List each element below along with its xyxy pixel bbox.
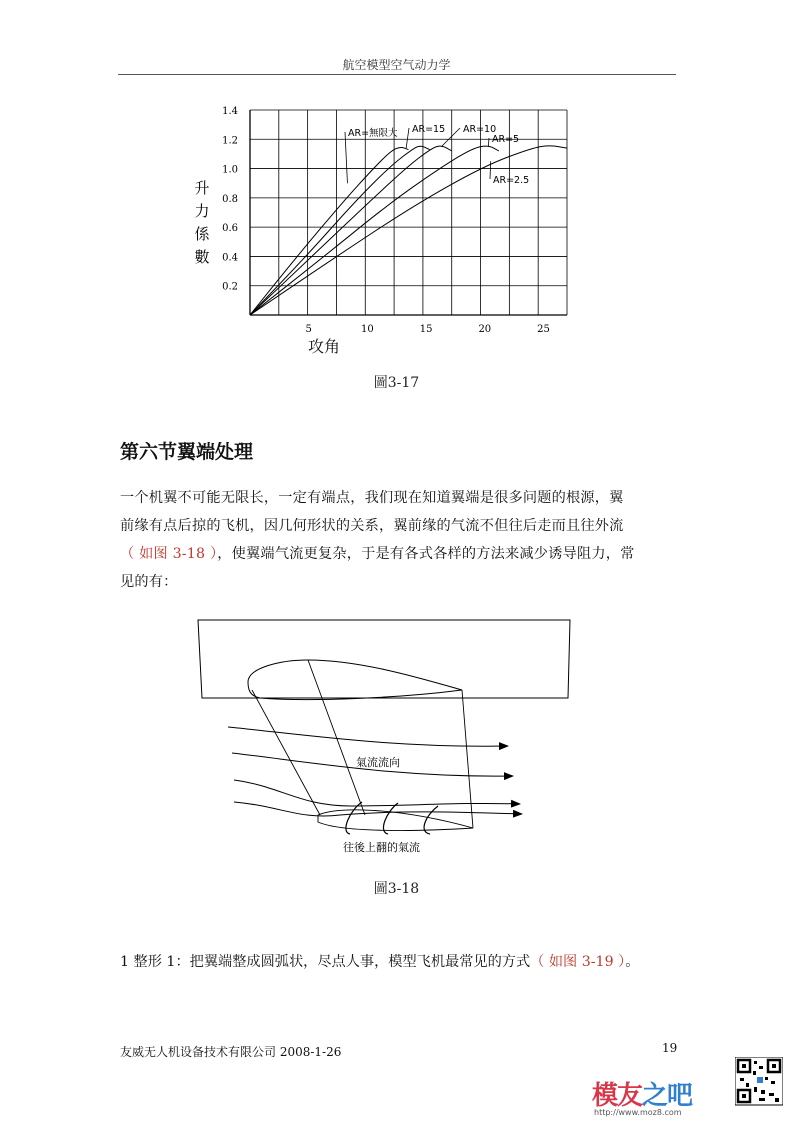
y-tick-label: 1.4	[222, 106, 238, 117]
page-number: 19	[662, 1041, 678, 1055]
watermark-logo: 模友之吧	[592, 1081, 693, 1111]
lift-curve	[250, 146, 452, 315]
x-axis-label: 攻角	[308, 337, 341, 356]
watermark-url: http://www.moz8.com	[594, 1108, 682, 1117]
x-tick-label: 25	[537, 324, 550, 335]
figure-reference: （ 如图 3-18 ）	[120, 546, 218, 562]
paragraph-line: 见的有：	[120, 574, 178, 590]
figure-18-caption: 圖3-18	[373, 881, 420, 897]
tip-section	[318, 810, 473, 831]
y-tick-label: 1.0	[222, 164, 238, 176]
list-item: 1 整形 1：把翼端整成圆弧状，尽点人事，模型飞机最常见的方式（ 如图 3-19 ）。	[120, 954, 640, 970]
figure-reference: （ 如图 3-19 ）	[530, 954, 626, 970]
flow-arrow	[234, 802, 522, 816]
series-label: AR=10	[463, 124, 497, 135]
flow-direction-label: 氣流流向	[356, 756, 400, 769]
series-leader	[406, 128, 409, 148]
y-axis-label-char: 升	[194, 179, 210, 197]
series-label: AR=5	[492, 134, 520, 145]
x-tick-label: 20	[478, 324, 492, 335]
y-tick-label: 0.8	[222, 193, 238, 205]
header-divider	[118, 74, 676, 75]
page-header-title: 航空模型空气动力学	[342, 58, 451, 72]
x-tick-label: 5	[305, 324, 312, 335]
flow-arrow	[234, 780, 520, 806]
series-label: AR=2.5	[493, 175, 530, 186]
series-leader	[490, 161, 491, 179]
body-paragraph	[120, 484, 676, 596]
airfoil-section	[248, 660, 462, 700]
y-axis-label-char: 數	[194, 248, 210, 266]
lift-chart-svg	[190, 105, 590, 355]
x-tick-label: 10	[361, 324, 374, 335]
section-title: 第六节翼端处理	[120, 441, 254, 463]
footer-company: 友威无人机设备技术有限公司 2008-1-26	[120, 1045, 342, 1059]
lift-curve	[250, 146, 567, 315]
y-axis-label-char: 係	[194, 225, 210, 243]
y-tick-label: 0.4	[222, 252, 238, 264]
y-tick-label: 0.2	[222, 281, 238, 293]
x-tick-label: 15	[419, 324, 433, 335]
y-tick-label: 1.2	[222, 135, 238, 147]
vortex-curl	[383, 803, 398, 834]
upwash-label: 往後上翻的氣流	[343, 841, 420, 854]
paragraph-line: 前缘有点后掠的飞机，因几何形状的关系，翼前缘的气流不但往后走而且往外流	[120, 518, 624, 534]
figure-17-caption: 圖3-17	[373, 375, 420, 391]
paragraph-line: 一个机翼不可能无限长，一定有端点，我们现在知道翼端是很多问题的根源，翼	[120, 490, 624, 506]
y-tick-label: 0.6	[222, 223, 238, 235]
paragraph-line: （ 如图 3-18 ），使翼端气流更复杂，于是有各式各样的方法来减少诱导阻力，常	[120, 546, 635, 562]
series-label: AR=15	[412, 124, 446, 135]
wingtip-flow-diagram	[190, 610, 590, 864]
lift-chart	[190, 105, 590, 359]
wing-plate	[198, 620, 570, 698]
qr-code-icon	[735, 1057, 783, 1115]
series-label: AR=無限大	[348, 128, 398, 139]
y-axis-label-char: 力	[194, 202, 210, 220]
